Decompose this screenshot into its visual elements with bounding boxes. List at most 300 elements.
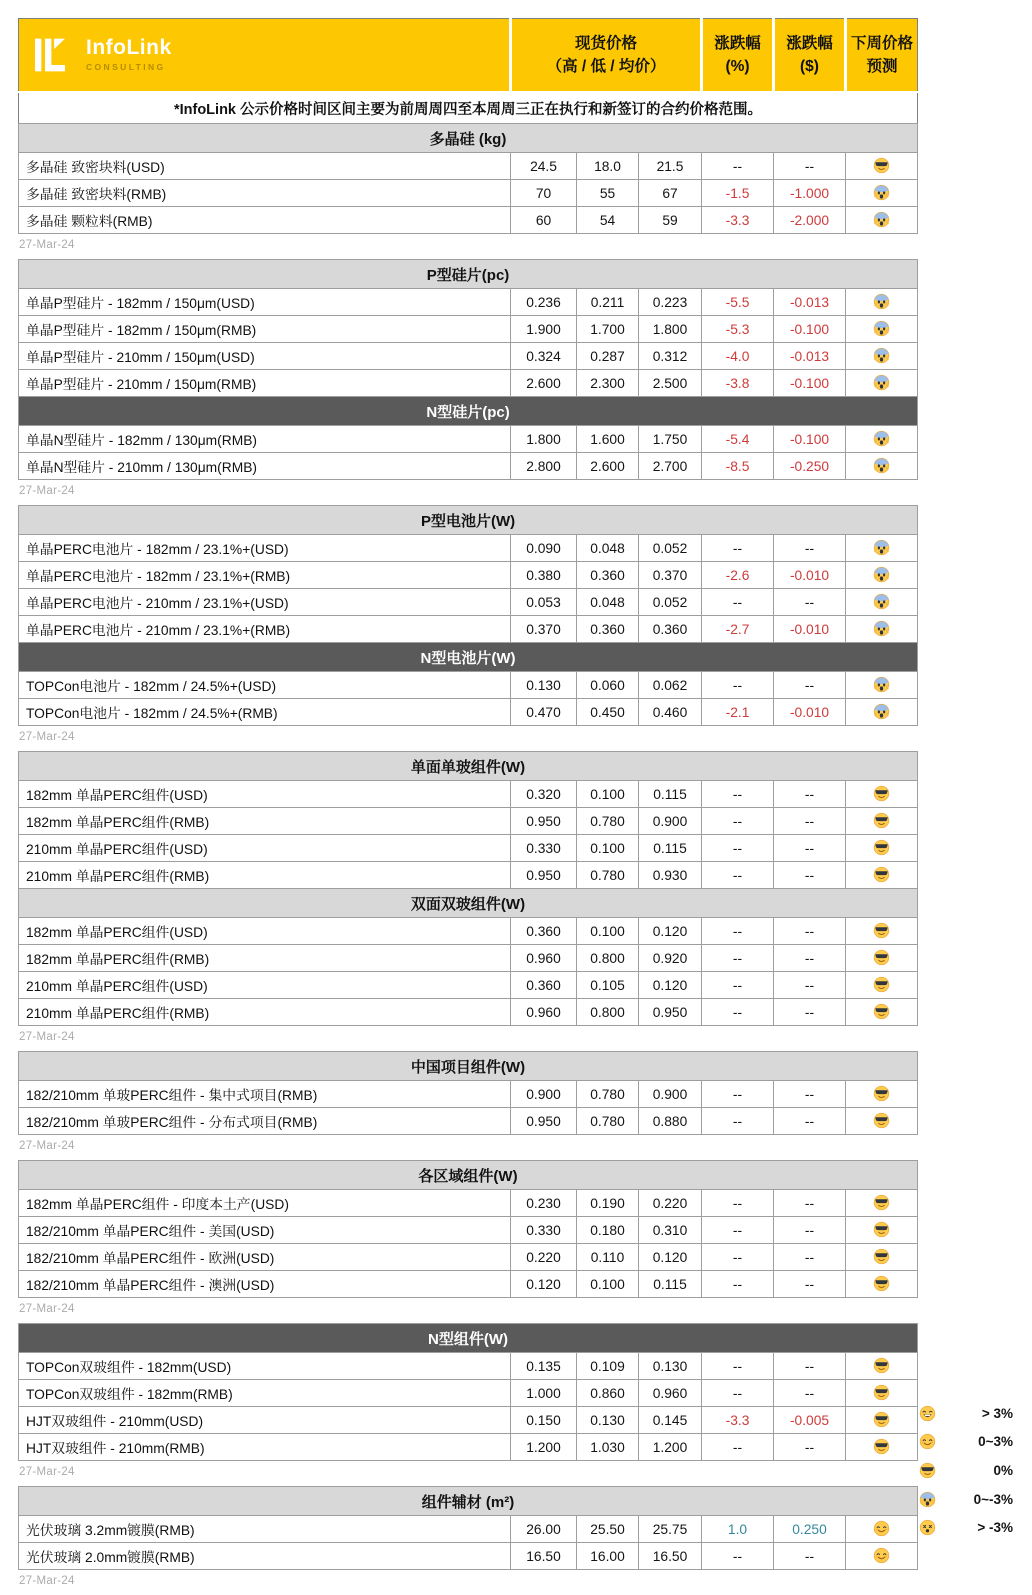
price-avg: 0.460: [639, 699, 702, 726]
section-header-row: [19, 1161, 918, 1190]
price-avg: 0.115: [639, 1271, 702, 1298]
price-avg: 16.50: [639, 1543, 702, 1570]
sunglasses-emoji-icon: [873, 157, 890, 174]
price-high: 1.000: [511, 1380, 577, 1407]
forecast-cell: [846, 289, 918, 316]
price-avg: 0.370: [639, 562, 702, 589]
row-label: 182/210mm 单晶PERC组件 - 欧洲(USD): [19, 1244, 511, 1271]
table-row: [19, 1244, 918, 1271]
scream-emoji-icon: [873, 320, 890, 337]
price-table-block-1: [18, 259, 918, 480]
table-row: [19, 672, 918, 699]
row-label: 182/210mm 单玻PERC组件 - 集中式项目(RMB): [19, 1081, 511, 1108]
change-usd: --: [774, 808, 846, 835]
scream-emoji-icon: [873, 539, 890, 556]
section-header-row: [19, 506, 918, 535]
sunglasses-emoji-icon: [873, 839, 890, 856]
sunglasses-emoji-icon: [873, 1384, 890, 1401]
change-usd: --: [774, 1190, 846, 1217]
date-stamp: 27-Mar-24: [19, 485, 75, 497]
price-low: 16.00: [577, 1543, 639, 1570]
change-pct: --: [702, 945, 774, 972]
price-avg: 0.960: [639, 1380, 702, 1407]
scream-emoji-icon: [873, 703, 890, 720]
price-low: 1.600: [577, 426, 639, 453]
scream-emoji-icon: [873, 347, 890, 364]
date-stamp: 27-Mar-24: [19, 1303, 75, 1315]
change-usd: -0.010: [774, 616, 846, 643]
price-low: 54: [577, 207, 639, 234]
price-avg: 0.310: [639, 1217, 702, 1244]
change-pct: --: [702, 1217, 774, 1244]
price-high: 0.950: [511, 862, 577, 889]
price-high: 26.00: [511, 1516, 577, 1543]
price-avg: 0.223: [639, 289, 702, 316]
scream-emoji-icon: [873, 457, 890, 474]
forecast-cell: [846, 535, 918, 562]
table-row: [19, 535, 918, 562]
table-row: [19, 1434, 918, 1461]
row-label: 单晶PERC电池片 - 182mm / 23.1%+(USD): [19, 535, 511, 562]
table-row: [19, 1217, 918, 1244]
table-row: [19, 1407, 918, 1434]
section-header-row: [19, 1052, 918, 1081]
brand-header-cell: [19, 19, 511, 93]
change-usd: --: [774, 535, 846, 562]
change-usd: --: [774, 1108, 846, 1135]
section-header-row: [19, 1324, 918, 1353]
change-usd: -0.013: [774, 343, 846, 370]
row-label: 182/210mm 单玻PERC组件 - 分布式项目(RMB): [19, 1108, 511, 1135]
spot-price-line1: 现货价格: [574, 34, 637, 52]
scream-emoji-icon: [873, 430, 890, 447]
date-stamp: 27-Mar-24: [19, 1140, 75, 1152]
row-label: TOPCon电池片 - 182mm / 24.5%+(USD): [19, 672, 511, 699]
change-usd: --: [774, 1271, 846, 1298]
grin-emoji-icon: [919, 1405, 936, 1422]
price-table-block-4: [18, 1051, 918, 1135]
table-row: [19, 289, 918, 316]
section-header-row: [19, 643, 918, 672]
price-high: 0.470: [511, 699, 577, 726]
sunglasses-emoji-icon: [873, 949, 890, 966]
section-title: 双面双玻组件(W): [19, 889, 918, 918]
row-label: 单晶P型硅片 - 210mm / 150μm(USD): [19, 343, 511, 370]
price-avg: 0.145: [639, 1407, 702, 1434]
section-header-row: [19, 752, 918, 781]
price-avg: 67: [639, 180, 702, 207]
price-low: 2.600: [577, 453, 639, 480]
forecast-cell: [846, 207, 918, 234]
row-label: 210mm 单晶PERC组件(USD): [19, 835, 511, 862]
change-usd: -0.250: [774, 453, 846, 480]
forecast-cell: [846, 589, 918, 616]
forecast-cell: [846, 562, 918, 589]
price-avg: 0.900: [639, 808, 702, 835]
price-low: 0.100: [577, 1271, 639, 1298]
forecast-cell: [846, 945, 918, 972]
change-usd: --: [774, 153, 846, 180]
legend-label: > -3%: [977, 1520, 1013, 1536]
forecast-cell: [846, 1081, 918, 1108]
table-row: [19, 1108, 918, 1135]
price-low: 0.100: [577, 918, 639, 945]
change-pct: 1.0: [702, 1516, 774, 1543]
price-avg: 0.920: [639, 945, 702, 972]
row-label: 单晶P型硅片 - 182mm / 150μm(USD): [19, 289, 511, 316]
table-row: [19, 781, 918, 808]
row-label: 182mm 单晶PERC组件(USD): [19, 918, 511, 945]
change-usd: --: [774, 835, 846, 862]
section-header-row: [19, 1487, 918, 1516]
price-high: 0.900: [511, 1081, 577, 1108]
sunglasses-emoji-icon: [873, 1411, 890, 1428]
price-high: 0.324: [511, 343, 577, 370]
change-pct: --: [702, 1543, 774, 1570]
change-usd: --: [774, 781, 846, 808]
price-avg: 1.800: [639, 316, 702, 343]
change-pct-line2: (%): [725, 58, 750, 75]
table-row: [19, 453, 918, 480]
section-header-row: [19, 260, 918, 289]
legend-label: 0%: [993, 1462, 1013, 1478]
price-low: 0.180: [577, 1217, 639, 1244]
date-stamp: 27-Mar-24: [19, 1031, 75, 1043]
section-title: 单面单玻组件(W): [19, 752, 918, 781]
price-low: 0.780: [577, 1108, 639, 1135]
change-pct: --: [702, 972, 774, 999]
scream-emoji-icon: [873, 374, 890, 391]
change-pct: --: [702, 1353, 774, 1380]
legend-item: [919, 1399, 1013, 1428]
change-pct: -2.1: [702, 699, 774, 726]
price-avg: 0.900: [639, 1081, 702, 1108]
price-low: 0.105: [577, 972, 639, 999]
legend-label: 0~3%: [978, 1434, 1013, 1450]
price-low: 0.190: [577, 1190, 639, 1217]
price-high: 0.130: [511, 672, 577, 699]
sunglasses-emoji-icon: [873, 1003, 890, 1020]
column-header-change-usd: [774, 19, 846, 93]
sunglasses-emoji-icon: [873, 1085, 890, 1102]
price-low: 18.0: [577, 153, 639, 180]
section-title: 多晶硅 (kg): [19, 124, 918, 153]
price-avg: 0.312: [639, 343, 702, 370]
price-avg: 0.062: [639, 672, 702, 699]
price-high: 0.120: [511, 1271, 577, 1298]
change-usd: --: [774, 972, 846, 999]
price-low: 0.060: [577, 672, 639, 699]
price-table-block-6: [18, 1323, 918, 1461]
change-usd: --: [774, 1244, 846, 1271]
change-usd: 0.250: [774, 1516, 846, 1543]
price-low: 0.860: [577, 1380, 639, 1407]
change-pct-line1: 涨跌幅: [714, 34, 761, 52]
forecast-cell: [846, 1407, 918, 1434]
forecast-cell: [846, 999, 918, 1026]
table-row: [19, 1081, 918, 1108]
change-pct: --: [702, 781, 774, 808]
price-avg: 0.120: [639, 972, 702, 999]
price-avg: 0.360: [639, 616, 702, 643]
forecast-cell: [846, 1271, 918, 1298]
row-label: 多晶硅 致密块料(USD): [19, 153, 511, 180]
section-header-row: [19, 889, 918, 918]
price-high: 0.135: [511, 1353, 577, 1380]
forecast-cell: [846, 370, 918, 397]
row-label: 光伏玻璃 2.0mm镀膜(RMB): [19, 1543, 511, 1570]
date-stamp: 27-Mar-24: [19, 1575, 75, 1587]
price-avg: 0.052: [639, 535, 702, 562]
table-row: [19, 945, 918, 972]
table-row: [19, 1543, 918, 1570]
row-label: 210mm 单晶PERC组件(RMB): [19, 999, 511, 1026]
change-pct: -4.0: [702, 343, 774, 370]
row-label: 单晶P型硅片 - 210mm / 150μm(RMB): [19, 370, 511, 397]
row-label: 光伏玻璃 3.2mm镀膜(RMB): [19, 1516, 511, 1543]
section-title: N型硅片(pc): [19, 397, 918, 426]
table-row: [19, 972, 918, 999]
change-pct: --: [702, 1190, 774, 1217]
price-low: 0.450: [577, 699, 639, 726]
price-low: 0.048: [577, 535, 639, 562]
price-avg: 0.120: [639, 1244, 702, 1271]
scream-emoji-icon: [873, 184, 890, 201]
table-row: [19, 1271, 918, 1298]
table-row: [19, 426, 918, 453]
sunglasses-emoji-icon: [873, 922, 890, 939]
price-low: 1.700: [577, 316, 639, 343]
price-low: 0.110: [577, 1244, 639, 1271]
price-low: 0.048: [577, 589, 639, 616]
scream-emoji-icon: [873, 676, 890, 693]
sunglasses-emoji-icon: [873, 1248, 890, 1265]
row-label: 单晶PERC电池片 - 210mm / 23.1%+(RMB): [19, 616, 511, 643]
change-pct: --: [702, 153, 774, 180]
forecast-cell: [846, 835, 918, 862]
price-low: 0.211: [577, 289, 639, 316]
date-stamp: 27-Mar-24: [19, 239, 75, 251]
date-stamp: 27-Mar-24: [19, 1466, 75, 1478]
change-pct: --: [702, 672, 774, 699]
price-low: 1.030: [577, 1434, 639, 1461]
smile-emoji-icon: [919, 1433, 936, 1450]
price-high: 0.370: [511, 616, 577, 643]
table-row: [19, 918, 918, 945]
price-table-block-3: [18, 751, 918, 1026]
price-low: 0.287: [577, 343, 639, 370]
row-label: 182mm 单晶PERC组件(RMB): [19, 808, 511, 835]
price-high: 0.950: [511, 808, 577, 835]
change-usd: -0.010: [774, 562, 846, 589]
price-low: 0.109: [577, 1353, 639, 1380]
price-period-note: *InfoLink 公示价格时间区间主要为前周周四至本周周三正在执行和新签订的合约价格范围。: [173, 101, 763, 118]
sunglasses-emoji-icon: [873, 1194, 890, 1211]
change-usd: --: [774, 589, 846, 616]
price-high: 0.236: [511, 289, 577, 316]
legend-item: [919, 1456, 1013, 1485]
change-pct: --: [702, 862, 774, 889]
price-high: 0.360: [511, 972, 577, 999]
change-usd: -0.100: [774, 316, 846, 343]
change-usd: --: [774, 1353, 846, 1380]
forecast-cell: [846, 1217, 918, 1244]
section-title: N型组件(W): [19, 1324, 918, 1353]
change-usd-line1: 涨跌幅: [786, 34, 833, 52]
forecast-cell: [846, 862, 918, 889]
legend-item: [919, 1428, 1013, 1457]
price-avg: 21.5: [639, 153, 702, 180]
forecast-cell: [846, 343, 918, 370]
legend-label: > 3%: [981, 1405, 1013, 1421]
forecast-cell: [846, 1434, 918, 1461]
change-pct: -2.6: [702, 562, 774, 589]
change-usd: -1.000: [774, 180, 846, 207]
change-pct: -5.4: [702, 426, 774, 453]
price-avg: 0.052: [639, 589, 702, 616]
spot-price-line2: （高 / 低 / 均价）: [546, 58, 666, 75]
price-table-block-0: [18, 18, 918, 234]
price-low: 0.360: [577, 616, 639, 643]
change-usd: -0.013: [774, 289, 846, 316]
sunglasses-emoji-icon: [873, 1275, 890, 1292]
price-avg: 25.75: [639, 1516, 702, 1543]
row-label: 210mm 单晶PERC组件(USD): [19, 972, 511, 999]
forecast-cell: [846, 1190, 918, 1217]
table-row: [19, 699, 918, 726]
table-row: [19, 589, 918, 616]
change-pct: -1.5: [702, 180, 774, 207]
section-title: 组件辅材 (m²): [19, 1487, 918, 1516]
brand-subtitle: CONSULTING: [86, 61, 166, 72]
price-low: 0.800: [577, 999, 639, 1026]
price-high: 1.800: [511, 426, 577, 453]
scream-emoji-icon: [873, 593, 890, 610]
row-label: TOPCon双玻组件 - 182mm(USD): [19, 1353, 511, 1380]
table-header-row: [19, 19, 918, 93]
price-avg: 1.750: [639, 426, 702, 453]
price-low: 0.780: [577, 808, 639, 835]
price-low: 0.780: [577, 1081, 639, 1108]
change-usd: -0.100: [774, 370, 846, 397]
table-row: [19, 207, 918, 234]
sunglasses-emoji-icon: [919, 1462, 936, 1479]
scream-emoji-icon: [873, 293, 890, 310]
row-label: 182/210mm 单晶PERC组件 - 美国(USD): [19, 1217, 511, 1244]
price-table-block-5: [18, 1160, 918, 1298]
price-avg: 2.700: [639, 453, 702, 480]
change-pct: -3.3: [702, 207, 774, 234]
dizzy-emoji-icon: [919, 1519, 936, 1536]
price-avg: 59: [639, 207, 702, 234]
column-header-forecast: [846, 19, 918, 93]
row-label: 182mm 单晶PERC组件(USD): [19, 781, 511, 808]
price-low: 55: [577, 180, 639, 207]
scream-emoji-icon: [873, 211, 890, 228]
sunglasses-emoji-icon: [873, 1438, 890, 1455]
legend-label: 0~-3%: [973, 1491, 1013, 1507]
sunglasses-emoji-icon: [873, 866, 890, 883]
price-high: 60: [511, 207, 577, 234]
price-low: 0.780: [577, 862, 639, 889]
row-label: 单晶N型硅片 - 182mm / 130μm(RMB): [19, 426, 511, 453]
smile-emoji-icon: [873, 1520, 890, 1537]
section-header-row: [19, 397, 918, 426]
forecast-cell: [846, 1244, 918, 1271]
table-row: [19, 862, 918, 889]
scream-emoji-icon: [919, 1491, 936, 1508]
row-label: 单晶PERC电池片 - 182mm / 23.1%+(RMB): [19, 562, 511, 589]
price-high: 24.5: [511, 153, 577, 180]
table-row: [19, 1353, 918, 1380]
section-title: 各区域组件(W): [19, 1161, 918, 1190]
price-low: 25.50: [577, 1516, 639, 1543]
change-pct: -3.8: [702, 370, 774, 397]
price-high: 0.330: [511, 1217, 577, 1244]
legend-item: [919, 1485, 1013, 1514]
forecast-cell: [846, 781, 918, 808]
price-high: 70: [511, 180, 577, 207]
change-usd: -0.005: [774, 1407, 846, 1434]
row-label: 单晶N型硅片 - 210mm / 130μm(RMB): [19, 453, 511, 480]
change-usd: -2.000: [774, 207, 846, 234]
change-usd: --: [774, 918, 846, 945]
change-usd: --: [774, 1434, 846, 1461]
row-label: 210mm 单晶PERC组件(RMB): [19, 862, 511, 889]
table-row: [19, 1516, 918, 1543]
forecast-cell: [846, 1108, 918, 1135]
change-pct: --: [702, 1271, 774, 1298]
section-title: N型电池片(W): [19, 643, 918, 672]
sunglasses-emoji-icon: [873, 1357, 890, 1374]
price-avg: 0.220: [639, 1190, 702, 1217]
row-label: TOPCon电池片 - 182mm / 24.5%+(RMB): [19, 699, 511, 726]
price-high: 0.230: [511, 1190, 577, 1217]
change-pct: -8.5: [702, 453, 774, 480]
change-usd: --: [774, 999, 846, 1026]
column-header-change-pct: [702, 19, 774, 93]
change-usd: --: [774, 1543, 846, 1570]
change-pct: -3.3: [702, 1407, 774, 1434]
change-usd: -0.010: [774, 699, 846, 726]
forecast-cell: [846, 1380, 918, 1407]
scream-emoji-icon: [873, 566, 890, 583]
change-pct: --: [702, 1434, 774, 1461]
section-title: P型电池片(W): [19, 506, 918, 535]
price-high: 0.360: [511, 918, 577, 945]
table-row: [19, 808, 918, 835]
price-high: 1.900: [511, 316, 577, 343]
price-table-block-2: [18, 505, 918, 726]
price-high: 0.320: [511, 781, 577, 808]
price-high: 1.200: [511, 1434, 577, 1461]
column-header-spot-price: [511, 19, 702, 93]
forecast-cell: [846, 453, 918, 480]
date-stamp: 27-Mar-24: [19, 731, 75, 743]
price-high: 0.960: [511, 945, 577, 972]
legend-item: [919, 1513, 1013, 1542]
price-high: 0.950: [511, 1108, 577, 1135]
change-usd: --: [774, 1380, 846, 1407]
price-avg: 0.115: [639, 835, 702, 862]
row-label: 多晶硅 致密块料(RMB): [19, 180, 511, 207]
change-pct: --: [702, 808, 774, 835]
change-usd-line2: ($): [800, 58, 819, 75]
brand-name: InfoLink: [86, 35, 172, 59]
forecast-cell: [846, 316, 918, 343]
forecast-cell: [846, 1543, 918, 1570]
change-usd: --: [774, 1081, 846, 1108]
